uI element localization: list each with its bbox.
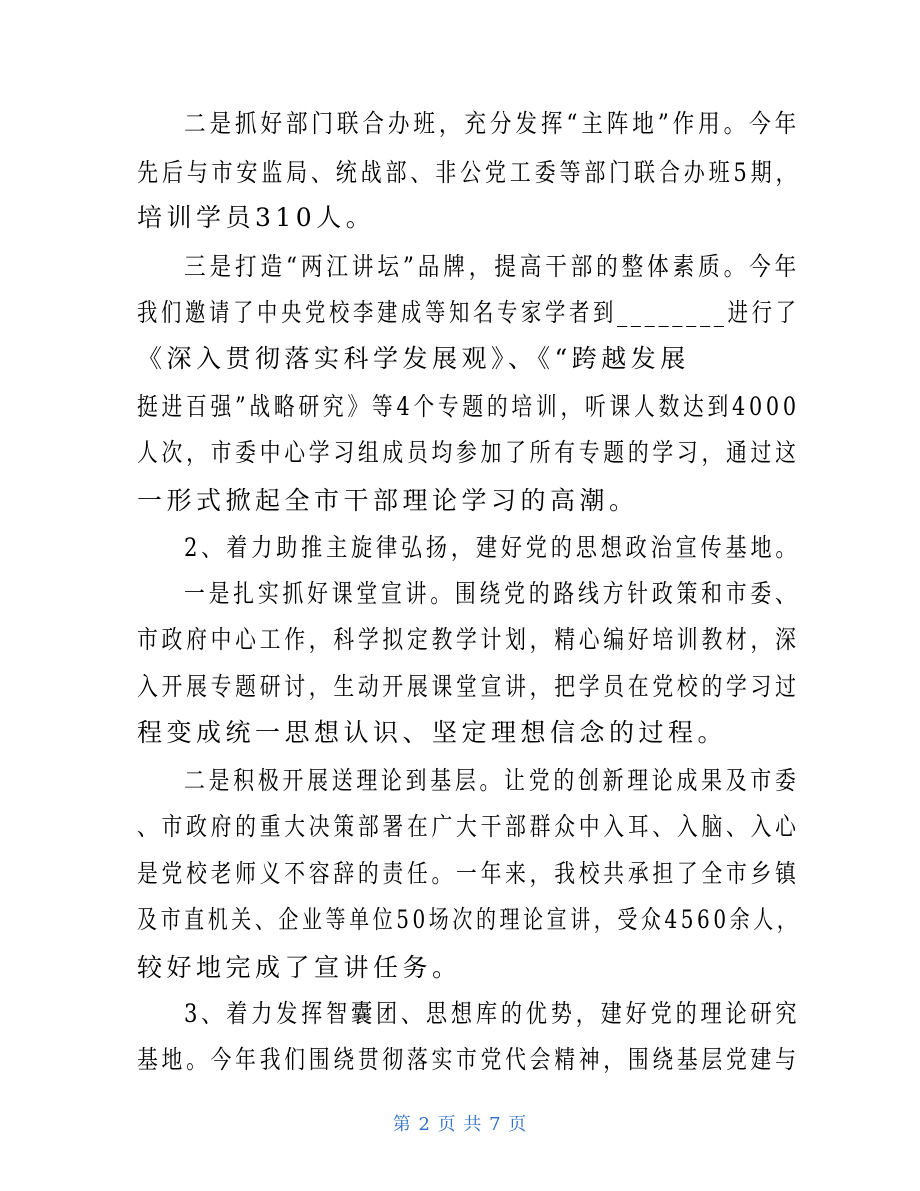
text-line: 《深入贯彻落实科学发展观》、《“跨越发展 — [137, 344, 690, 373]
text-line: 二是抓好部门联合办班，充分发挥“主阵地”作用。今年 — [184, 109, 801, 138]
text-line: 二是积极开展送理论到基层。让党的创新理论成果及市委 — [184, 766, 800, 795]
text-line: 较好地完成了宣讲任务。 — [137, 953, 462, 982]
text-line: 一形式掀起全市干部理论学习的高潮。 — [137, 486, 639, 515]
text-line: 一是扎实抓好课堂宣讲。围绕党的路线方针政策和市委、 — [184, 579, 800, 608]
text-line: 挺进百强”战略研究》等4个专题的培训，听课人数达到4000 — [137, 392, 800, 421]
text-line: 、市政府的重大决策部署在广大干部群众中入耳、入脑、入心 — [137, 812, 800, 841]
text-line: 人次，市委中心学习组成员均参加了所有专题的学习，通过这 — [137, 438, 800, 467]
text-line: 2、着力助推主旋律弘扬，建好党的思想政治宣传基地。 — [184, 533, 801, 562]
text-line: 我们邀请了中央党校李建成等知名专家学者到________进行了 — [137, 298, 800, 327]
text-line: 是党校老师义不容辞的责任。一年来，我校共承担了全市乡镇 — [137, 859, 800, 888]
text-line: 入开展专题研讨，生动开展课堂宣讲，把学员在党校的学习过 — [137, 672, 800, 701]
text-line: 程变成统一思想认识、坚定理想信念的过程。 — [137, 718, 728, 747]
text-line: 3、着力发挥智囊团、思想库的优势，建好党的理论研究 — [184, 999, 801, 1028]
text-line: 及市直机关、企业等单位50场次的理论宣讲，受众4560余人， — [137, 905, 801, 934]
text-line: 三是打造“两江讲坛”品牌，提高干部的整体素质。今年 — [184, 252, 801, 281]
text-line: 基地。今年我们围绕贯彻落实市党代会精神，围绕基层党建与 — [137, 1045, 800, 1074]
text-line: 培训学员310人。 — [137, 203, 376, 232]
text-line: 先后与市安监局、统战部、非公党工委等部门联合办班5期， — [137, 158, 801, 187]
text-line: 市政府中心工作，科学拟定教学计划，精心编好培训教材，深 — [137, 625, 800, 654]
page-number-footer: 第 2 页 共 7 页 — [392, 1114, 528, 1135]
